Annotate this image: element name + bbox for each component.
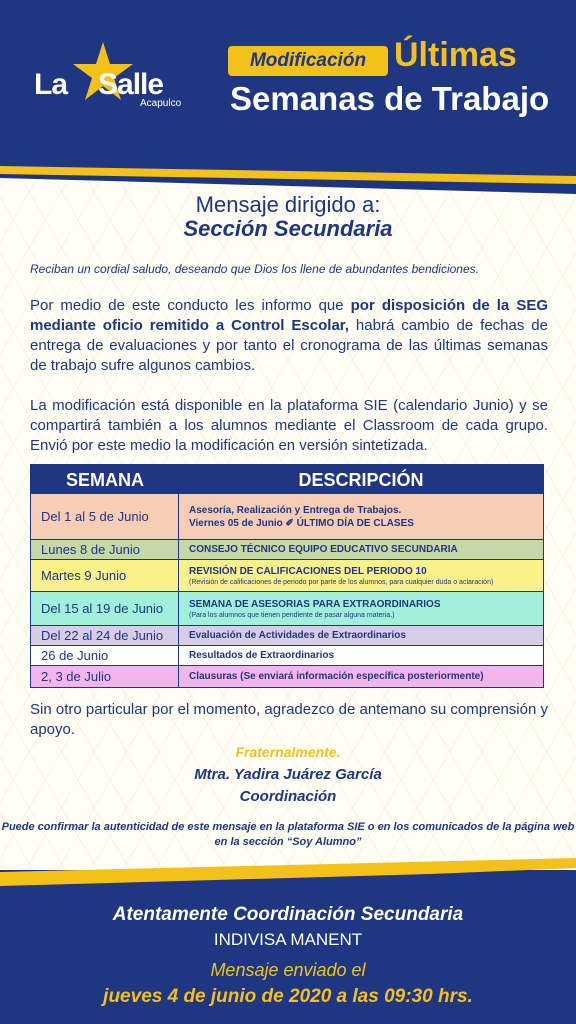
column-header-week: SEMANA — [65, 470, 144, 490]
modification-badge: Modificación — [228, 46, 388, 76]
footer-motto: INDIVISA MANENT — [213, 930, 363, 949]
description-cell: Evaluación de Actividades de Extraordinarios — [189, 630, 406, 641]
salutation: Fraternalmente. — [235, 744, 341, 760]
logo-la: La — [34, 68, 68, 101]
title-ultimas: Últimas — [394, 36, 517, 74]
footer-sent-label: Mensaje enviado el — [210, 960, 366, 980]
table-row — [30, 626, 544, 646]
column-header-description: DESCRIPCIÓN — [298, 470, 424, 490]
logo-salle: Salle — [98, 68, 164, 101]
description-cell: SEMANA DE ASESORIAS PARA EXTRAORDINARIOS (Para los alumnos que tienen pendiente de pasar alguna materia.) — [189, 598, 441, 619]
description-cell: Asesoría, Realización y Entrega de Trabajos. Viernes 05 de Junio ✐ ÚLTIMO DÍA DE CLASES — [189, 504, 414, 529]
week-cell: 26 de Junio — [31, 646, 179, 665]
table-row — [30, 494, 544, 540]
title-semanas: Semanas de Trabajo — [230, 80, 550, 117]
description-cell: CONSEJO TÉCNICO EQUIPO EDUCATIVO SECUNDARIA — [189, 544, 458, 555]
description-cell: REVISIÓN DE CALIFICACIONES DEL PERIODO 10 (Revisión de calificaciones de periodo por parte de los alumnos, para cualquier duda o aclaración) — [189, 565, 494, 586]
greeting: Reciban un cordial saludo, deseando que Dios los llene de abundantes bendiciones. — [30, 262, 479, 276]
signer-role: Coordinación — [239, 788, 337, 805]
description-cell: Resultados de Extraordinarios — [189, 650, 335, 661]
table-row — [30, 666, 544, 688]
table-row — [30, 646, 544, 666]
paragraph-2: La modificación está disponible en la plataforma SIE (calendario Junio) y se compartirá también a los alumnos mediante el Classroom de cada grupo. Envió por este medio la modificación en versión sintetizada. — [30, 397, 548, 454]
authenticity-note: Puede confirmar la autenticidad de este mensaje en la plataforma SIE o en los comunicados de la página web en la sección “Soy Alumno” — [1, 821, 575, 848]
table-header — [30, 464, 544, 494]
week-cell: Del 22 al 24 de Junio — [31, 626, 179, 645]
week-cell: Del 15 al 19 de Junio — [31, 592, 179, 625]
logo-sub: Acapulco — [140, 98, 182, 109]
table-row — [30, 560, 544, 592]
paragraph-1: Por medio de este conducto les informo que por disposición de la SEG mediante oficio remitido a Control Escolar, habrá cambio de fechas de entrega de evaluaciones y por tanto el cronograma de las últimas semanas de trabajo sufre algunos cambios. — [30, 297, 548, 374]
signer-name: Mtra. Yadira Juárez García — [194, 766, 382, 783]
week-cell: Del 1 al 5 de Junio — [31, 494, 179, 539]
closing-paragraph: Sin otro particular por el momento, agradezco de antemano su comprensión y apoyo. — [30, 701, 548, 738]
week-cell: 2, 3 de Julio — [31, 666, 179, 687]
heading-addressee: Mensaje dirigido a: — [195, 192, 381, 217]
lasalle-logo — [28, 40, 188, 110]
table-row — [30, 540, 544, 560]
footer-sent-date: jueves 4 de junio de 2020 a las 09:30 hrs. — [103, 986, 473, 1007]
week-cell: Martes 9 Junio — [31, 560, 179, 591]
schedule-table — [30, 464, 544, 688]
footer-sign-off: Atentamente Coordinación Secundaria — [112, 904, 464, 925]
week-cell: Lunes 8 de Junio — [31, 540, 179, 559]
description-cell: Clausuras (Se enviará información específica posteriormente) — [189, 671, 484, 682]
heading-section: Sección Secundaria — [183, 216, 393, 241]
table-row — [30, 592, 544, 626]
